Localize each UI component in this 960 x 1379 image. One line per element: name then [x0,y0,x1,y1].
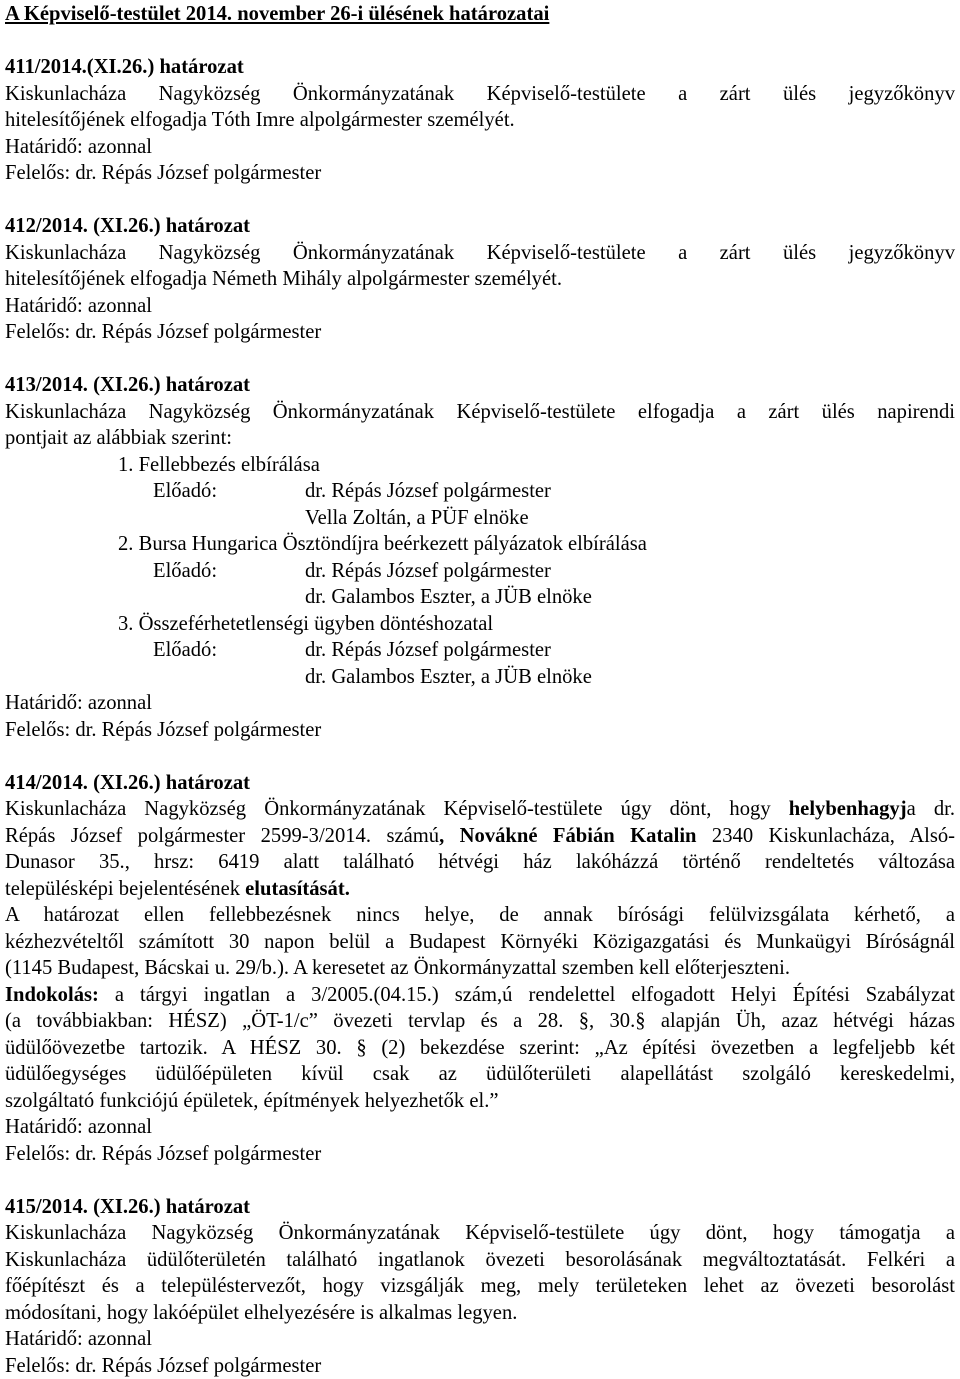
deadline-line: Határidő: azonnal [5,692,152,714]
resolution-text-line: Kiskunlacháza Nagyközség Önkormányzatának Képviselő-testülete úgy dönt, hogy támogatja a [5,1222,955,1244]
agenda-item: 2. Bursa Hungarica Ösztöndíjra beérkezett pályázatok elbírálása [118,533,647,555]
resolution-text-line [5,982,955,1009]
resolution-heading: 413/2014. (XI.26.) határozat [5,374,251,396]
document-page [5,0,955,1379]
text-run-bold: elutasítását. [245,877,350,900]
spacer [5,28,955,55]
resolution-text-line [5,876,955,903]
resolution-text-line: (1145 Budapest, Bácskai u. 29/b.). A keresetet az Önkormányzattal szemben kell előterjeszteni. [5,957,790,979]
agenda-presenter-line [5,637,955,664]
resolution-heading: 414/2014. (XI.26.) határozat [5,771,251,794]
resolution-text-line: üdülőegységes üdülőépületen kívül csak az üdülőterületi alapellátást szolgáló kereskedelmi, [5,1063,955,1085]
resolution-text-line: hitelesítőjének elfogadja Tóth Imre alpolgármester személyét. [5,109,515,131]
resolution-text-line [5,796,955,823]
responsible-line: Felelős: dr. Répás József polgármester [5,321,322,343]
resolution-413 [5,372,955,743]
presenter-name: dr. Répás József polgármester [305,639,551,661]
resolution-text-line: pontjait az alábbiak szerint: [5,427,233,449]
text-run: településképi bejelentésének [5,877,246,900]
agenda-item: 3. Összeférhetetlenségi ügyben döntéshozatal [118,612,494,635]
deadline-line: Határidő: azonnal [5,294,152,317]
document-title: A Képviselő-testület 2014. november 26-i ülésének határozatai [5,3,550,25]
resolution-text-line: Dunasor 35., hrsz: 6419 alatt található hétvégi ház lakóházzá történő rendeltetés változása [5,851,955,873]
responsible-line: Felelős: dr. Répás József polgármester [5,1354,322,1377]
presenter-name: dr. Répás József polgármester [305,559,551,582]
resolution-text-line: módosítani, hogy lakóépület elhelyezésére is alkalmas legyen. [5,1301,518,1324]
responsible-line: Felelős: dr. Répás József polgármester [5,162,322,184]
text-run: a dr. [906,798,955,820]
spacer [5,187,955,214]
text-run-bold: helybenhagyj [788,798,907,820]
resolution-415 [5,1194,955,1379]
text-run: 2340 Kiskunlacháza, Alsó- [696,824,955,847]
resolution-text-line: üdülőövezetbe tartozik. A HÉSZ 30. § (2) bekezdése szerint: „Az építési övezetben a legfeljebb két [5,1036,955,1059]
resolution-heading: 415/2014. (XI.26.) határozat [5,1195,251,1218]
deadline-line: Határidő: azonnal [5,135,152,158]
responsible-line: Felelős: dr. Répás József polgármester [5,1142,322,1165]
resolution-414 [5,770,955,1168]
text-run-bold: , Novákné Fábián Katalin [439,824,697,847]
spacer [5,346,955,373]
resolution-text-line [5,823,955,850]
presenter-label: Előadó: [153,559,218,582]
agenda-list [5,452,955,691]
deadline-line: Határidő: azonnal [5,1328,152,1350]
spacer [5,1167,955,1194]
presenter-name: dr. Galambos Eszter, a JÜB elnöke [305,586,592,608]
deadline-line: Határidő: azonnal [5,1116,152,1138]
presenter-label: Előadó: [153,639,218,661]
resolution-heading: 412/2014. (XI.26.) határozat [5,215,251,237]
resolution-411 [5,54,955,187]
presenter-name: Vella Zoltán, a PÜF elnöke [305,506,529,529]
resolution-text-line: szolgáltató funkciójú épületek, építmények helyezhetők el.” [5,1089,499,1112]
presenter-name: dr. Répás József polgármester [305,480,551,502]
text-run-bold: Indokolás: [5,983,99,1006]
agenda-item: 1. Fellebbezés elbírálása [118,453,320,476]
resolution-text-line: Kiskunlacháza Nagyközség Önkormányzatának Képviselő-testülete a zárt ülés jegyzőkönyv [5,82,955,105]
resolution-text-line: (a továbbiakban: HÉSZ) „ÖT-1/c” övezeti tervlap és a 28. §, 30.§ alapján Üh, azaz hétvégi házas [5,1010,955,1032]
resolution-text-line: kézhezvételtől számított 30 napon belül a Budapest Környéki Közigazgatási és Munkaügyi Bíróságnál [5,930,955,953]
resolution-text-line: Kiskunlacháza Nagyközség Önkormányzatának Képviselő-testülete a zárt ülés jegyzőkönyv [5,241,955,264]
spacer [5,743,955,770]
agenda-presenter-line [5,558,955,585]
resolution-text-line: A határozat ellen fellebbezésnek nincs helye, de annak bírósági felülvizsgálata kérhető, a [5,904,955,926]
resolution-text-line: hitelesítőjének elfogadja Németh Mihály alpolgármester személyét. [5,268,562,290]
text-run: Kiskunlacháza Nagyközség Önkormányzatának Képviselő-testülete úgy dönt, hogy [5,798,789,820]
presenter-label: Előadó: [153,480,218,502]
resolution-text-line: Kiskunlacháza Nagyközség Önkormányzatának Képviselő-testülete elfogadja a zárt ülés napirendi [5,400,955,423]
responsible-line: Felelős: dr. Répás József polgármester [5,718,322,741]
resolution-text-line: Kiskunlacháza üdülőterületén található ingatlanok övezeti besorolásának megváltoztatását. Felkéri a [5,1248,955,1271]
resolution-text-line: főépítészt és a településtervezőt, hogy vizsgálják meg, mely területeken lehet az övezeti besorolást [5,1275,955,1297]
agenda-presenter-line [5,478,955,505]
text-run: a tárgyi ingatlan a 3/2005.(04.15.) szám,ú rendelettel elfogadott Helyi Építési Szabályzat [98,983,955,1006]
resolution-412 [5,213,955,346]
presenter-name: dr. Galambos Eszter, a JÜB elnöke [305,665,592,688]
resolution-heading: 411/2014.(XI.26.) határozat [5,56,244,78]
text-run: Répás József polgármester 2599-3/2014. számú [5,824,440,847]
